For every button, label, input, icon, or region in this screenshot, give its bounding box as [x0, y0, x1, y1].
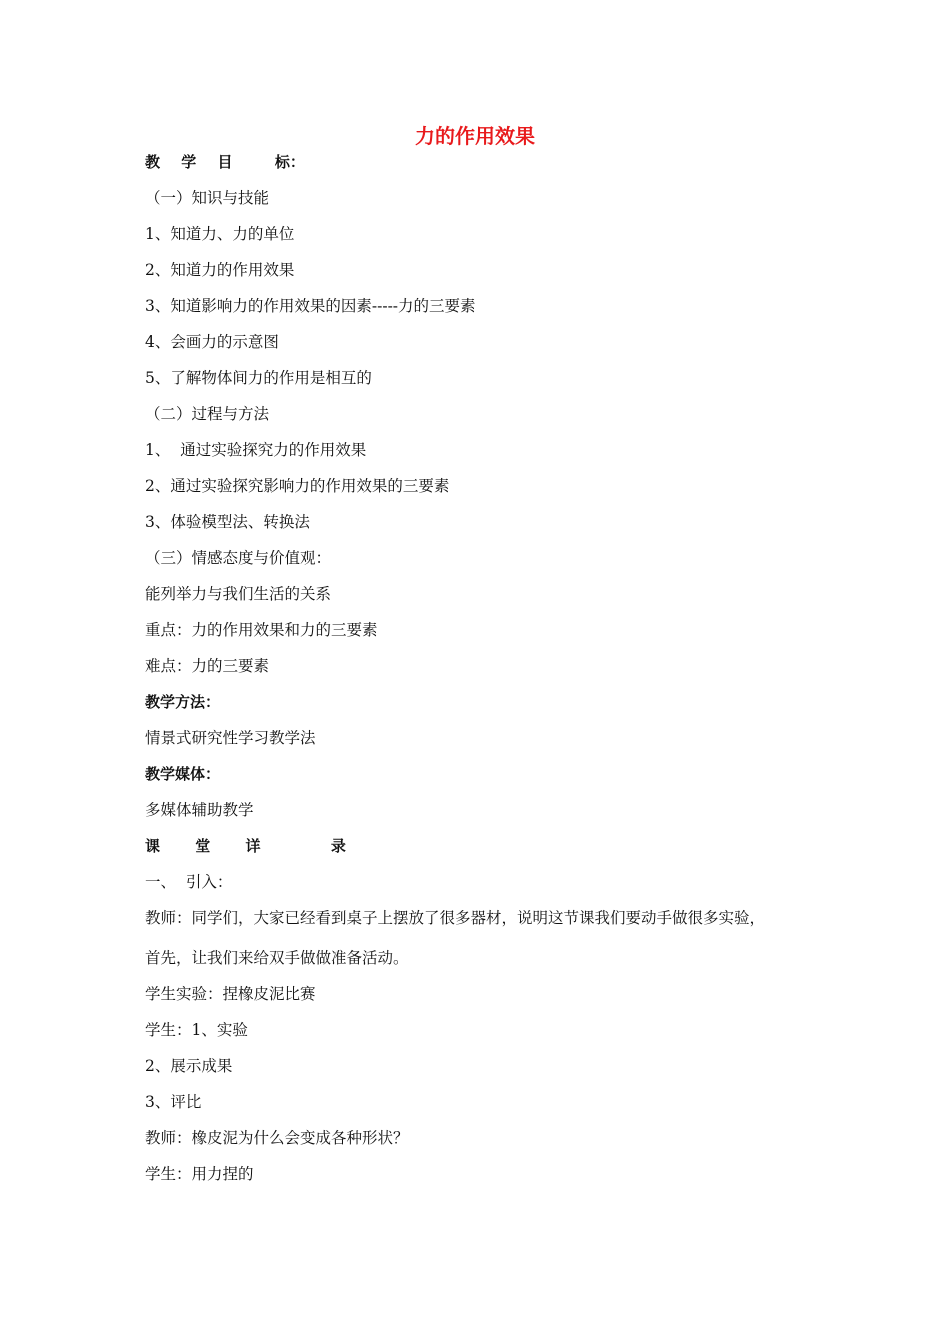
- key-point: 重点：力的作用效果和力的三要素: [145, 621, 378, 639]
- attitude-item-1: 能列举力与我们生活的关系: [145, 585, 332, 603]
- teacher-line-2: 教师：橡皮泥为什么会变成各种形状？: [145, 1129, 409, 1147]
- heading-objectives: 教 学 目 标：: [145, 153, 305, 171]
- intro-heading: 一、 引入：: [145, 873, 233, 891]
- heading-method: 教学方法：: [145, 693, 221, 711]
- objective-item-2: 2、知道力的作用效果: [145, 261, 295, 279]
- media-text: 多媒体辅助教学: [145, 801, 254, 819]
- heading-media: 教学媒体：: [145, 765, 221, 783]
- student-experiment: 学生实验：捏橡皮泥比赛: [145, 985, 316, 1003]
- process-item-1: 1、 通过实验探究力的作用效果: [145, 441, 367, 459]
- section-process: （二）过程与方法: [145, 405, 270, 423]
- method-text: 情景式研究性学习教学法: [145, 729, 316, 747]
- student-line-1: 学生：1、实验: [145, 1021, 248, 1039]
- objective-item-3: 3、知道影响力的作用效果的因素-----力的三要素: [145, 297, 476, 315]
- objective-item-5: 5、了解物体间力的作用是相互的: [145, 369, 372, 387]
- process-item-3: 3、体验模型法、转换法: [145, 513, 310, 531]
- teacher-line-1-cont: 首先，让我们来给双手做做准备活动。: [145, 949, 409, 967]
- student-line-3: 3、评比: [145, 1093, 202, 1111]
- teacher-line-1: 教师：同学们，大家已经看到桌子上摆放了很多器材，说明这节课我们要动手做很多实验，: [145, 909, 766, 927]
- section-knowledge: （一）知识与技能: [145, 189, 270, 207]
- section-attitude: （三）情感态度与价值观：: [145, 549, 332, 567]
- student-line-2: 2、展示成果: [145, 1057, 233, 1075]
- student-line-4: 学生：用力捏的: [145, 1165, 254, 1183]
- document-title: 力的作用效果: [415, 124, 535, 148]
- difficult-point: 难点：力的三要素: [145, 657, 270, 675]
- process-item-2: 2、通过实验探究影响力的作用效果的三要素: [145, 477, 450, 495]
- heading-record: 课 堂 详 录: [145, 837, 346, 855]
- objective-item-1: 1、知道力、力的单位: [145, 225, 295, 243]
- objective-item-4: 4、会画力的示意图: [145, 333, 279, 351]
